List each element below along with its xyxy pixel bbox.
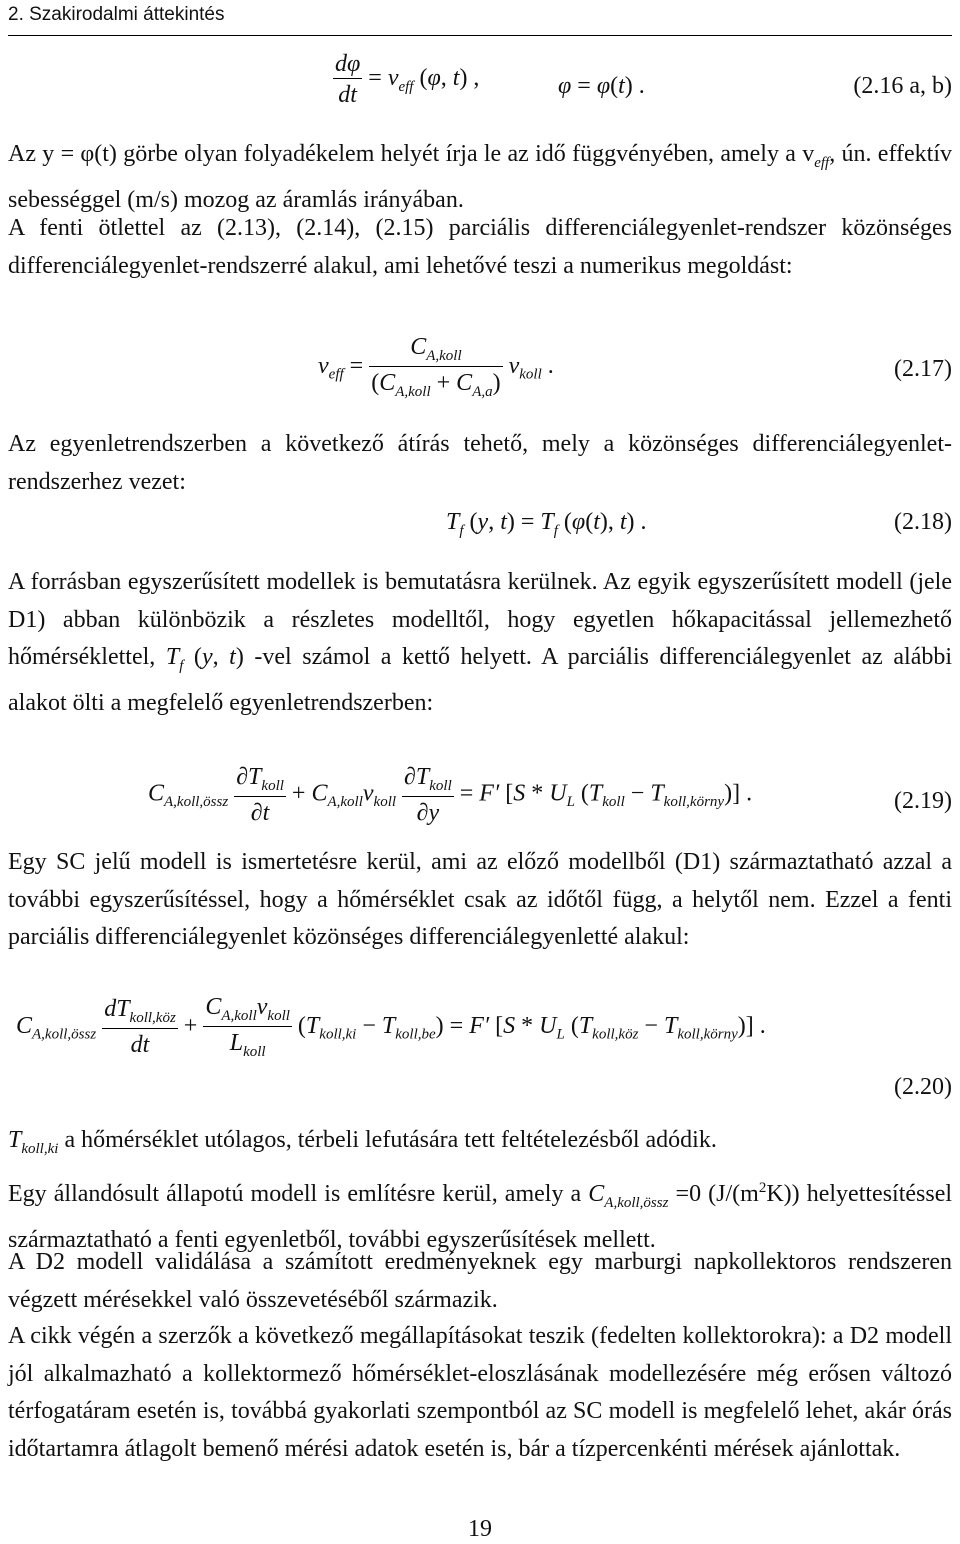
paragraph: A fenti ötlettel az (2.13), (2.14), (2.15) parciális differenciálegyenlet-rendszer közönséges differenciálegyenlet-rendszerré alakul, ami lehetővé teszi a numerikus megoldást: xyxy=(8,215,952,279)
equation-number: (2.19) xyxy=(894,788,952,814)
equation-number: (2.20) xyxy=(894,1074,952,1100)
equation-2-20: $C_{A,koll,össz}$ $\frac{dT_{koll,köz}}{dt}$ + $\frac{C_{A,koll}v_{koll}}{L_{koll}}$ $(T_{koll,ki} - T_{koll,be}) = F'$ [$S * U_L$ $(T_{koll,köz} - T_{koll,körny})$] . (2.20) xyxy=(16,994,952,1100)
equation-number: (2.18) xyxy=(894,509,952,535)
paragraph: A cikk végén a szerzők a következő megállapításokat teszik (fedelten kollektorokra): a D2 modell jól alkalmazható a kollektormező hőmérséklet-eloszlásának modellezésére még erősen változó térfogatáram esetén is, továbbá gyakorlati szempontból az SC modell is megfelelő lehet, akár órás időtartamra átlagolt bemenő mérési adatok esetén is, bár a tízpercenkénti mérések ajánlottak. xyxy=(8,1323,952,1462)
paragraph: $T_{koll,ki}$ a hőmérséklet utólagos, térbeli lefutására tett feltételezésből adódik. xyxy=(8,1127,717,1157)
section-title: 2. Szakirodalmi áttekintés xyxy=(8,4,225,25)
equation-2-18: $T_f$ (y, $t) = T_f$ (φ(t), t) . (2.18) xyxy=(446,509,952,539)
paragraph: A forrásban egyszerűsített modellek is bemutatásra kerülnek. Az egyik egyszerűsített modell (jele D1) abban különbözik a részletes modelltől, hogy egyetlen hőkapacitással jellemezhető hőmérséklettel, $T_f$ (y, t) -vel számol a kettő helyett. A parciális differenciálegyenlet az alábbi alakot ölti a megfelelő egyenletrendszerben: xyxy=(8,569,953,717)
paragraph: A D2 modell validálása a számított eredményeknek egy marburgi napkollektoros rendszeren végzett mérésekkel való összevetéséből származik. xyxy=(8,1249,952,1313)
paragraph: Az egyenletrendszerben a következő átírás tehető, mely a közönséges differenciálegyenlet-rendszerhez vezet: xyxy=(8,431,952,495)
page-number: 19 xyxy=(468,1516,492,1542)
paragraph: Az y = φ(t) görbe olyan folyadékelem helyét írja le az idő függvényében, amely a $v_{eff}$, ún. effektív sebességgel (m/s) mozog az áramlás irányában. xyxy=(8,141,952,214)
equation-2-17: $v_{eff}$ = $\frac{C_{A,koll}}{(C_{A,koll} + C_{A,a})}$ $v_{koll}$ . (2.17) xyxy=(318,334,952,400)
equation-2-16: $\frac{d\varphi}{dt}$ = $v_{eff}$ (φ, t) , φ = φ(t) . (2.16 a, b) xyxy=(335,51,952,108)
equation-2-19: $C_{A,koll,össz}$ $\frac{\partial T_{koll}}{\partial t}$ + $C_{A,koll}v_{koll}$ $\frac{\partial T_{koll}}{\partial y}$ = F′ [$S * U_L$ $(T_{koll} - T_{koll,körny})$] . (2.19) xyxy=(148,764,952,826)
paragraph: Egy SC jelű modell is ismertetésre kerül, ami az előző modellből (D1) származtatható azzal a további egyszerűsítéssel, hogy a hőmérséklet csak az időtől függ, a helytől nem. Ezzel a fenti parciális differenciálegyenlet közönséges differenciálegyenletté alakul: xyxy=(8,849,952,950)
section-header xyxy=(8,4,952,36)
paragraph: Egy állandósult állapotú modell is említésre kerül, amely a $C_{A,koll,össz} =0$ $(J/(m^2K))$ helyettesítéssel származtatható a fenti egyenletből, további egyszerűsítések mellett. xyxy=(8,1180,953,1254)
equation-number: (2.17) xyxy=(894,356,952,382)
equation-number: (2.16 a, b) xyxy=(853,73,952,99)
